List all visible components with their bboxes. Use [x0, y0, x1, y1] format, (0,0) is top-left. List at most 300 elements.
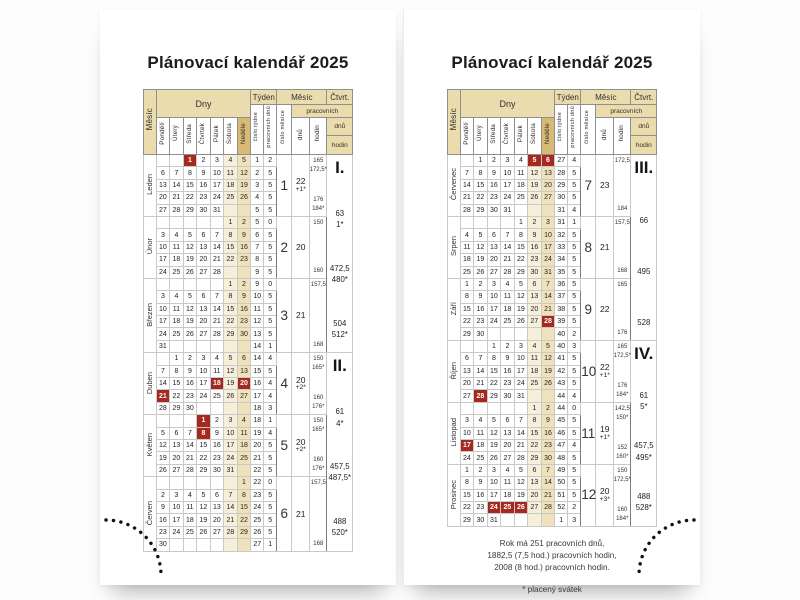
day-cell: 11	[528, 353, 542, 365]
month-name: Srpen	[447, 216, 460, 278]
day-cell: 21	[541, 303, 555, 315]
day-cell: 1	[197, 415, 211, 427]
week-workdays: 5	[264, 365, 277, 377]
quarter-numeral: III.	[634, 158, 654, 177]
week-workdays: 5	[568, 464, 581, 476]
month-name: Červenec	[447, 155, 460, 217]
day-cell	[474, 216, 488, 228]
month-workdays: 20 +2*	[292, 415, 310, 477]
day-cell	[237, 539, 251, 551]
week-number: 19	[251, 427, 264, 439]
day-cell: 24	[156, 328, 170, 340]
day-cell: 16	[210, 439, 224, 451]
perforation-arc	[104, 511, 170, 577]
day-cell: 2	[528, 216, 542, 228]
day-cell: 3	[501, 155, 515, 167]
day-cell: 26	[514, 316, 528, 328]
day-cell: 10	[170, 501, 184, 513]
week-workdays: 5	[568, 477, 581, 489]
day-cell: 1	[528, 402, 542, 414]
day-cell: 14	[210, 241, 224, 253]
quarter-days-header: dnů	[327, 118, 353, 136]
day-cell: 30	[210, 464, 224, 476]
day-cell	[528, 390, 542, 402]
day-cell	[224, 539, 238, 551]
week-number: 20	[251, 439, 264, 451]
week-number: 13	[251, 328, 264, 340]
week-workdays-header: pracovních dnů	[568, 105, 581, 155]
day-cell: 7	[541, 464, 555, 476]
day-cell: 16	[237, 303, 251, 315]
day-cell	[514, 402, 528, 414]
day-cell	[197, 340, 211, 352]
month-name: Červen	[143, 477, 156, 551]
day-cell: 9	[487, 167, 501, 179]
day-cell: 5	[541, 340, 555, 352]
month-number: 7	[581, 155, 596, 217]
day-cell: 3	[156, 291, 170, 303]
week-number: 36	[555, 278, 568, 290]
month-column-header: Měsíc	[143, 90, 156, 155]
day-cell	[183, 216, 197, 228]
day-cell: 10	[514, 353, 528, 365]
month-hours: 157,5 168	[310, 278, 327, 352]
week-number: 4	[251, 192, 264, 204]
day-cell	[237, 266, 251, 278]
day-cell: 6	[501, 415, 515, 427]
day-cell: 20	[528, 303, 542, 315]
day-cell	[487, 216, 501, 228]
weekday-header-monday: Pondělí	[156, 118, 170, 155]
day-cell: 9	[237, 229, 251, 241]
week-number: 14	[251, 340, 264, 352]
day-cell: 17	[210, 179, 224, 191]
day-cell: 2	[237, 216, 251, 228]
week-number: 2	[251, 167, 264, 179]
day-cell	[541, 390, 555, 402]
day-cell	[170, 278, 184, 290]
week-row	[143, 353, 353, 365]
day-cell: 12	[528, 167, 542, 179]
week-workdays: 5	[264, 316, 277, 328]
day-cell	[197, 216, 211, 228]
week-workdays-header: pracovních dnů	[264, 105, 277, 155]
day-cell: 18	[170, 316, 184, 328]
day-cell	[528, 204, 542, 216]
day-cell: 12	[541, 353, 555, 365]
day-cell: 30	[528, 266, 542, 278]
weekday-header-wednesday: Středa	[183, 118, 197, 155]
day-cell: 13	[210, 501, 224, 513]
day-cell: 14	[501, 241, 515, 253]
day-cell: 7	[170, 167, 184, 179]
day-cell: 8	[197, 427, 211, 439]
day-cell: 14	[156, 378, 170, 390]
day-cell: 3	[487, 278, 501, 290]
day-cell: 4	[183, 489, 197, 501]
day-cell	[237, 402, 251, 414]
month-name: Únor	[143, 216, 156, 278]
week-number: 27	[251, 539, 264, 551]
day-cell: 20	[460, 378, 474, 390]
day-cell: 24	[487, 501, 501, 513]
day-cell: 23	[197, 192, 211, 204]
month-hours: 142,5 150* 152 160*	[614, 402, 631, 464]
day-cell: 10	[156, 303, 170, 315]
day-cell	[183, 539, 197, 551]
day-cell: 19	[197, 514, 211, 526]
day-cell: 9	[501, 353, 515, 365]
weekday-header-thursday: Čtvrtek	[197, 118, 211, 155]
week-workdays: 5	[568, 365, 581, 377]
day-cell: 14	[210, 303, 224, 315]
week-workdays: 2	[568, 328, 581, 340]
month-number: 6	[277, 477, 292, 551]
week-workdays: 5	[264, 254, 277, 266]
day-cell	[474, 402, 488, 414]
day-cell: 7	[474, 353, 488, 365]
week-row	[143, 415, 353, 427]
day-cell	[501, 216, 515, 228]
day-cell: 27	[460, 390, 474, 402]
week-group-header: Týden	[555, 90, 581, 105]
day-cell: 9	[528, 229, 542, 241]
day-cell: 25	[501, 316, 515, 328]
week-row	[143, 477, 353, 489]
quarter-hours-8: 488 528*	[635, 492, 652, 513]
day-cell: 9	[474, 291, 488, 303]
week-number: 26	[251, 526, 264, 538]
day-cell	[541, 204, 555, 216]
week-number: 25	[251, 514, 264, 526]
day-cell: 29	[474, 204, 488, 216]
month-workdays: 22 +1*	[596, 340, 614, 402]
day-cell	[514, 328, 528, 340]
month-days-header: dnů	[292, 118, 310, 155]
day-cell: 27	[170, 464, 184, 476]
day-cell: 19	[528, 179, 542, 191]
week-number: 47	[555, 439, 568, 451]
day-cell: 27	[156, 204, 170, 216]
day-cell: 4	[528, 340, 542, 352]
day-cell: 25	[528, 378, 542, 390]
weekday-header-friday: Pátek	[514, 118, 528, 155]
day-cell	[156, 216, 170, 228]
day-cell: 25	[183, 526, 197, 538]
day-cell	[183, 415, 197, 427]
day-cell: 6	[487, 229, 501, 241]
week-workdays: 5	[568, 291, 581, 303]
day-cell: 23	[501, 378, 515, 390]
day-cell: 26	[528, 192, 542, 204]
week-workdays: 4	[264, 390, 277, 402]
day-cell: 19	[183, 316, 197, 328]
day-cell: 2	[474, 464, 488, 476]
week-number: 7	[251, 241, 264, 253]
day-cell: 19	[487, 439, 501, 451]
day-cell	[224, 266, 238, 278]
week-number: 1	[555, 514, 568, 526]
day-cell: 19	[156, 452, 170, 464]
week-workdays: 5	[264, 501, 277, 513]
day-cell: 20	[541, 179, 555, 191]
day-cell: 1	[514, 216, 528, 228]
day-cell: 12	[514, 291, 528, 303]
day-cell	[170, 477, 184, 489]
page-title: Plánovací kalendář 2025	[147, 53, 349, 72]
month-workdays: 23	[596, 155, 614, 217]
day-cell: 26	[183, 266, 197, 278]
week-row	[143, 155, 353, 167]
day-cell: 25	[224, 192, 238, 204]
day-cell: 17	[487, 303, 501, 315]
week-workdays: 4	[568, 155, 581, 167]
quarter-hours-8: 488 520*	[331, 516, 348, 538]
week-row	[143, 278, 353, 290]
day-cell: 5	[514, 278, 528, 290]
week-workdays: 5	[568, 316, 581, 328]
day-cell: 24	[156, 266, 170, 278]
week-number: 32	[555, 229, 568, 241]
day-cell: 5	[528, 155, 542, 167]
day-cell: 12	[487, 427, 501, 439]
day-cell: 10	[197, 365, 211, 377]
day-cell: 27	[197, 328, 211, 340]
month-workdays: 22 +1*	[292, 155, 310, 217]
day-cell: 6	[237, 353, 251, 365]
day-cell	[170, 340, 184, 352]
day-cell: 20	[237, 378, 251, 390]
day-cell: 22	[487, 378, 501, 390]
month-workdays: 22	[596, 278, 614, 340]
day-cell: 1	[170, 353, 184, 365]
week-workdays: 5	[568, 353, 581, 365]
day-cell: 10	[541, 229, 555, 241]
day-cell: 7	[501, 229, 515, 241]
day-cell: 16	[237, 241, 251, 253]
week-workdays: 0	[568, 402, 581, 414]
week-workdays: 5	[568, 266, 581, 278]
day-cell: 23	[487, 192, 501, 204]
day-cell: 8	[224, 229, 238, 241]
week-workdays: 5	[568, 452, 581, 464]
day-cell: 15	[170, 378, 184, 390]
day-cell: 24	[210, 192, 224, 204]
day-cell: 16	[474, 303, 488, 315]
day-cell: 20	[156, 192, 170, 204]
month-name: Listopad	[447, 402, 460, 464]
day-cell: 18	[514, 179, 528, 191]
week-number: 31	[555, 204, 568, 216]
day-cell	[528, 328, 542, 340]
day-cell: 30	[474, 514, 488, 526]
week-number: 18	[251, 415, 264, 427]
day-cell	[170, 216, 184, 228]
day-cell	[541, 514, 555, 526]
day-cell: 1	[237, 477, 251, 489]
week-number: 41	[555, 353, 568, 365]
week-workdays: 1	[264, 415, 277, 427]
day-cell: 27	[541, 192, 555, 204]
week-workdays: 5	[264, 439, 277, 451]
week-number-header: číslo týdne	[251, 105, 264, 155]
day-cell: 14	[541, 477, 555, 489]
week-workdays: 5	[264, 291, 277, 303]
day-cell	[224, 204, 238, 216]
week-number: 1	[251, 155, 264, 167]
day-cell: 8	[528, 415, 542, 427]
week-workdays: 3	[264, 402, 277, 414]
day-cell: 22	[237, 514, 251, 526]
day-cell: 17	[541, 241, 555, 253]
week-number: 9	[251, 278, 264, 290]
day-cell	[460, 216, 474, 228]
day-cell: 4	[170, 291, 184, 303]
day-cell: 26	[474, 266, 488, 278]
day-cell: 8	[460, 291, 474, 303]
day-cell: 24	[541, 254, 555, 266]
day-cell: 13	[501, 427, 515, 439]
day-cell: 5	[237, 155, 251, 167]
week-workdays: 5	[264, 179, 277, 191]
day-cell: 28	[210, 266, 224, 278]
day-cell: 29	[487, 390, 501, 402]
day-cell: 28	[156, 402, 170, 414]
week-number: 11	[251, 303, 264, 315]
quarter-days: 66	[639, 216, 649, 226]
day-cell: 24	[501, 192, 515, 204]
day-cell: 29	[528, 452, 542, 464]
day-cell: 19	[224, 378, 238, 390]
day-cell: 4	[501, 464, 515, 476]
day-cell: 9	[197, 167, 211, 179]
week-workdays: 5	[264, 229, 277, 241]
day-cell: 17	[156, 254, 170, 266]
day-cell: 29	[197, 464, 211, 476]
calendar-body	[447, 155, 657, 527]
week-workdays: 5	[568, 229, 581, 241]
week-workdays: 5	[568, 167, 581, 179]
day-cell: 10	[210, 167, 224, 179]
day-cell: 6	[197, 229, 211, 241]
day-cell	[237, 340, 251, 352]
day-cell: 20	[528, 489, 542, 501]
day-cell: 19	[183, 254, 197, 266]
day-cell: 13	[197, 241, 211, 253]
week-number: 17	[251, 390, 264, 402]
day-cell: 15	[224, 303, 238, 315]
day-cell	[224, 477, 238, 489]
day-cell: 26	[224, 390, 238, 402]
day-cell: 8	[487, 353, 501, 365]
day-cell: 23	[156, 526, 170, 538]
day-cell: 11	[460, 241, 474, 253]
day-cell: 21	[210, 316, 224, 328]
week-number: 23	[251, 489, 264, 501]
week-workdays: 5	[264, 303, 277, 315]
week-number: 37	[555, 291, 568, 303]
day-cell: 3	[170, 489, 184, 501]
day-cell	[474, 340, 488, 352]
day-cell: 17	[487, 489, 501, 501]
day-cell	[224, 340, 238, 352]
quarter-hours-header: hodin	[631, 136, 657, 155]
day-cell: 4	[170, 229, 184, 241]
day-cell: 15	[460, 489, 474, 501]
week-number: 12	[251, 316, 264, 328]
day-cell: 16	[528, 241, 542, 253]
working-header: pracovních	[596, 105, 657, 118]
day-cell: 5	[183, 291, 197, 303]
calendar-table	[143, 89, 354, 552]
quarter-hours-8: 504 512*	[331, 318, 348, 339]
day-cell	[237, 204, 251, 216]
day-cell: 4	[224, 155, 238, 167]
month-days-header: dnů	[596, 118, 614, 155]
month-hours: 150 160	[310, 216, 327, 278]
week-workdays: 5	[568, 489, 581, 501]
week-workdays: 1	[568, 216, 581, 228]
day-cell: 10	[487, 477, 501, 489]
day-cell	[170, 415, 184, 427]
day-cell	[460, 340, 474, 352]
month-hours: 165 172,5* 176 184*	[310, 155, 327, 217]
day-cell	[183, 278, 197, 290]
day-cell	[170, 539, 184, 551]
week-number: 24	[251, 501, 264, 513]
day-cell: 1	[460, 464, 474, 476]
day-cell: 28	[210, 328, 224, 340]
day-cell	[514, 514, 528, 526]
month-workdays: 21	[596, 216, 614, 278]
week-workdays: 5	[264, 464, 277, 476]
month-name: Leden	[143, 155, 156, 217]
week-workdays: 2	[568, 501, 581, 513]
week-workdays: 3	[568, 514, 581, 526]
day-cell: 9	[237, 291, 251, 303]
weekday-header-friday: Pátek	[210, 118, 224, 155]
day-cell: 9	[541, 415, 555, 427]
week-workdays: 4	[568, 390, 581, 402]
day-cell: 13	[487, 241, 501, 253]
week-workdays: 5	[568, 278, 581, 290]
month-number-header: číslo měsíce	[277, 105, 292, 155]
day-cell: 23	[474, 501, 488, 513]
day-cell: 2	[197, 155, 211, 167]
week-number: 18	[251, 402, 264, 414]
day-cell: 2	[237, 278, 251, 290]
week-number: 43	[555, 378, 568, 390]
day-cell: 21	[210, 254, 224, 266]
week-number-header: číslo týdne	[555, 105, 568, 155]
month-number: 3	[277, 278, 292, 352]
day-cell: 27	[237, 390, 251, 402]
day-cell	[514, 204, 528, 216]
month-name: Říjen	[447, 340, 460, 402]
week-workdays: 5	[568, 415, 581, 427]
day-cell: 16	[541, 427, 555, 439]
day-cell: 10	[501, 167, 515, 179]
day-cell: 12	[183, 241, 197, 253]
day-cell: 3	[514, 340, 528, 352]
day-cell	[460, 402, 474, 414]
week-row	[447, 155, 657, 167]
day-cell: 23	[237, 316, 251, 328]
day-cell	[541, 328, 555, 340]
day-cell: 13	[237, 365, 251, 377]
day-cell: 17	[156, 316, 170, 328]
day-cell: 12	[183, 303, 197, 315]
